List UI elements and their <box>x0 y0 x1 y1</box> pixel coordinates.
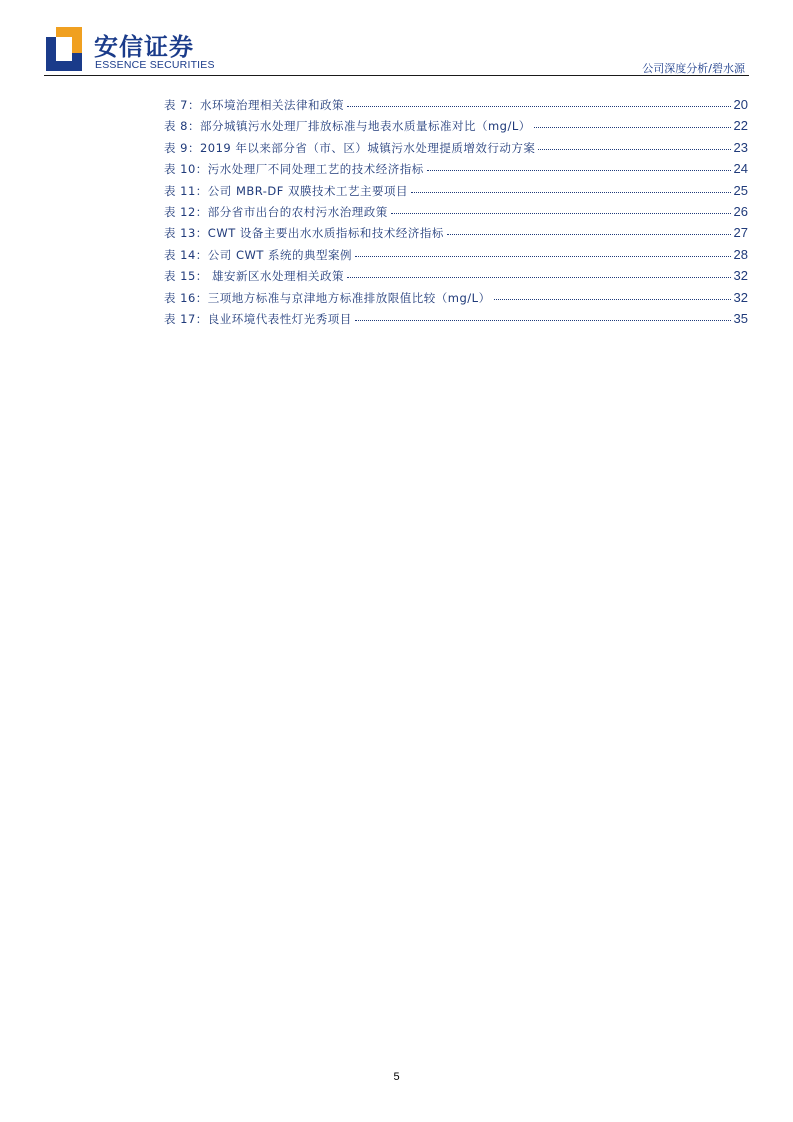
toc-entry[interactable] <box>164 140 748 161</box>
toc-entry-page: 24 <box>733 161 748 177</box>
toc-entry[interactable] <box>164 161 748 182</box>
toc-entry-label: 表 14：公司 CWT 系统的典型案例 <box>164 247 353 262</box>
table-of-tables <box>164 97 748 332</box>
toc-entry-page: 27 <box>733 225 748 241</box>
toc-entry[interactable] <box>164 311 748 332</box>
page-header <box>0 0 793 80</box>
toc-dot-leader <box>391 213 731 214</box>
toc-entry-label: 表 15： 雄安新区水处理相关政策 <box>164 269 344 284</box>
toc-dot-leader <box>538 149 730 150</box>
toc-dot-leader <box>411 192 730 193</box>
toc-dot-leader <box>355 256 731 257</box>
logo-english-name: ESSENCE SECURITIES <box>95 59 215 71</box>
toc-entry[interactable] <box>164 290 748 311</box>
toc-entry[interactable] <box>164 183 748 204</box>
header-divider <box>44 75 749 76</box>
toc-dot-leader <box>447 234 731 235</box>
toc-entry-label: 表 10：污水处理厂不同处理工艺的技术经济指标 <box>164 162 424 177</box>
report-type: 公司深度分析/碧水源 <box>642 62 745 75</box>
toc-entry-label: 表 16：三项地方标准与京津地方标准排放限值比较（mg/L） <box>164 290 491 305</box>
toc-entry-page: 22 <box>733 118 748 134</box>
essence-logo-icon <box>46 27 82 71</box>
toc-dot-leader <box>534 127 731 128</box>
toc-entry-label: 表 8：部分城镇污水处理厂排放标准与地表水质量标准对比（mg/L） <box>164 119 531 134</box>
toc-entry-label: 表 12：部分省市出台的农村污水治理政策 <box>164 204 388 219</box>
toc-entry-label: 表 13：CWT 设备主要出水水质指标和技术经济指标 <box>164 226 444 241</box>
toc-dot-leader <box>355 320 731 321</box>
toc-entry[interactable] <box>164 268 748 289</box>
toc-entry-page: 20 <box>733 97 748 112</box>
toc-entry-label: 表 11：公司 MBR-DF 双膜技术工艺主要项目 <box>164 183 409 198</box>
toc-entry[interactable] <box>164 118 748 139</box>
toc-entry-label: 表 7：水环境治理相关法律和政策 <box>164 98 344 112</box>
toc-entry[interactable] <box>164 97 748 118</box>
toc-entry[interactable] <box>164 204 748 225</box>
toc-entry-page: 25 <box>733 182 748 198</box>
toc-dot-leader <box>347 106 731 107</box>
toc-entry[interactable] <box>164 225 748 246</box>
toc-entry-page: 23 <box>733 139 748 155</box>
toc-entry[interactable] <box>164 247 748 268</box>
toc-entry-page: 26 <box>733 203 748 219</box>
toc-entry-label: 表 17：良业环境代表性灯光秀项目 <box>164 311 352 326</box>
toc-entry-label: 表 9：2019 年以来部分省（市、区）城镇污水处理提质增效行动方案 <box>164 140 536 155</box>
toc-entry-page: 32 <box>733 289 748 305</box>
toc-entry-page: 35 <box>733 310 748 326</box>
toc-dot-leader <box>494 299 731 300</box>
toc-dot-leader <box>347 277 731 278</box>
toc-dot-leader <box>427 170 731 171</box>
toc-entry-page: 28 <box>733 246 748 262</box>
logo-chinese-name: 安信证券 <box>94 33 194 61</box>
page-number: 5 <box>393 1071 400 1083</box>
toc-entry-page: 32 <box>733 268 748 284</box>
